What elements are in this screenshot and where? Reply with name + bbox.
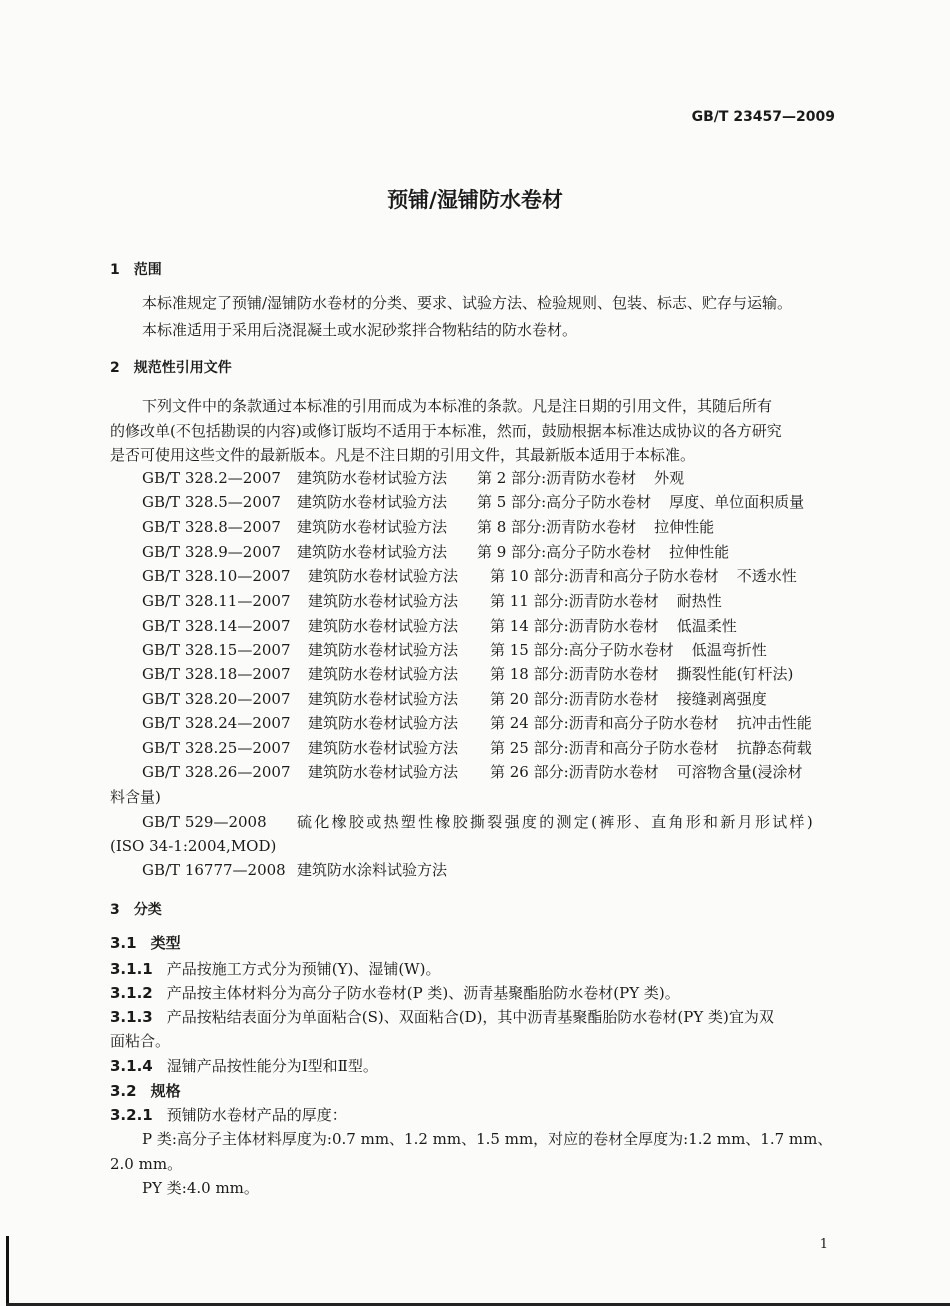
reference-item bbox=[142, 689, 767, 709]
reference-code: GB/T 328.14—2007 bbox=[142, 617, 291, 635]
paragraph-line: 的修改单(不包括勘误的内容)或修订版均不适用于本标准，然而，鼓励根据本标准达成协议的各方研究 bbox=[110, 422, 782, 440]
reference-title: 建筑防水卷材试验方法 bbox=[297, 469, 448, 487]
reference-code: GB/T 328.5—2007 bbox=[142, 493, 281, 511]
reference-title: 建筑防水卷材试验方法 bbox=[297, 543, 448, 561]
reference-subject: 低温弯折性 bbox=[691, 641, 767, 659]
paragraph: 本标准适用于采用后浇混凝土或水泥砂浆拌合物粘结的防水卷材。 bbox=[142, 321, 578, 339]
reference-title: 建筑防水卷材试验方法 bbox=[297, 518, 448, 536]
clause-3-2-1: 3.2.1 预铺防水卷材产品的厚度： bbox=[110, 1106, 347, 1124]
reference-part: 第 24 部分:沥青和高分子防水卷材 bbox=[490, 714, 719, 732]
reference-title: 建筑防水卷材试验方法 bbox=[297, 493, 448, 511]
reference-title: 建筑防水卷材试验方法 bbox=[308, 641, 459, 659]
reference-item bbox=[142, 566, 797, 586]
reference-title: 建筑防水卷材试验方法 bbox=[308, 714, 459, 732]
reference-part: 第 10 部分:沥青和高分子防水卷材 bbox=[490, 567, 719, 585]
reference-code: GB/T 328.20—2007 bbox=[142, 690, 291, 708]
reference-subject: 低温柔性 bbox=[676, 617, 737, 635]
paragraph-line: 下列文件中的条款通过本标准的引用而成为本标准的条款。凡是注日期的引用文件，其随后所有 bbox=[142, 397, 773, 415]
scan-edge-line bbox=[6, 1236, 9, 1306]
reference-item bbox=[142, 616, 737, 636]
reference-part: 第 8 部分:沥青防水卷材 bbox=[477, 518, 637, 536]
reference-item bbox=[142, 517, 714, 537]
reference-code: GB/T 328.25—2007 bbox=[142, 739, 291, 757]
section-3-heading: 3 分类 bbox=[110, 902, 162, 918]
reference-subject: 耐热性 bbox=[676, 592, 722, 610]
page-title: 预铺/湿铺防水卷材 bbox=[387, 188, 563, 212]
reference-code: GB/T 328.18—2007 bbox=[142, 665, 291, 683]
reference-part: 第 25 部分:沥青和高分子防水卷材 bbox=[490, 739, 719, 757]
p-class-spec: P 类:高分子主体材料厚度为:0.7 mm、1.2 mm、1.5 mm，对应的卷材全厚度为:1.2 mm、1.7 mm、 bbox=[142, 1130, 833, 1148]
section-3-2-heading: 3.2 规格 bbox=[110, 1082, 181, 1100]
reference-item bbox=[142, 713, 812, 733]
reference-code: GB/T 328.10—2007 bbox=[142, 567, 291, 585]
reference-part: 第 14 部分:沥青防水卷材 bbox=[490, 617, 659, 635]
section-3-1-heading: 3.1 类型 bbox=[110, 934, 181, 952]
reference-subject: 撕裂性能(钉杆法) bbox=[676, 665, 794, 683]
reference-code: GB/T 328.9—2007 bbox=[142, 543, 281, 561]
reference-subject: 外观 bbox=[654, 469, 685, 487]
reference-item bbox=[142, 492, 804, 512]
reference-code: GB/T 328.26—2007 bbox=[142, 763, 291, 781]
paragraph: 本标准规定了预铺/湿铺防水卷材的分类、要求、试验方法、检验规则、包装、标志、贮存与运输。 bbox=[142, 294, 793, 312]
reference-subject: 可溶物含量(浸涂材 bbox=[676, 763, 803, 781]
reference-code: GB/T 328.11—2007 bbox=[142, 592, 291, 610]
reference-title: 建筑防水卷材试验方法 bbox=[308, 763, 459, 781]
reference-part: 第 5 部分:高分子防水卷材 bbox=[477, 493, 652, 511]
reference-part: 第 2 部分:沥青防水卷材 bbox=[477, 469, 637, 487]
reference-code: GB/T 328.8—2007 bbox=[142, 518, 281, 536]
page-number: 1 bbox=[819, 1237, 828, 1252]
py-class-spec: PY 类:4.0 mm。 bbox=[142, 1179, 259, 1197]
reference-title: 建筑防水卷材试验方法 bbox=[308, 665, 459, 683]
reference-item bbox=[142, 542, 729, 562]
clause-3-1-3: 3.1.3 产品按粘结表面分为单面粘合(S)、双面粘合(D)，其中沥青基聚酯胎防水卷材(PY 类)宜为双 bbox=[110, 1008, 774, 1026]
reference-part: 第 18 部分:沥青防水卷材 bbox=[490, 665, 659, 683]
reference-continuation: 料含量) bbox=[110, 788, 161, 806]
reference-item bbox=[142, 468, 684, 488]
reference-part: 第 26 部分:沥青防水卷材 bbox=[490, 763, 659, 781]
paragraph-line: 是否可使用这些文件的最新版本。凡是不注日期的引用文件，其最新版本适用于本标准。 bbox=[110, 446, 696, 464]
p-class-spec-continuation: 2.0 mm。 bbox=[110, 1155, 183, 1173]
reference-code: GB/T 328.2—2007 bbox=[142, 469, 281, 487]
reference-item bbox=[142, 591, 722, 611]
reference-subject: 接缝剥离强度 bbox=[676, 690, 767, 708]
reference-part: 第 9 部分:高分子防水卷材 bbox=[477, 543, 652, 561]
reference-title: 建筑防水卷材试验方法 bbox=[308, 567, 459, 585]
reference-item bbox=[142, 762, 803, 782]
reference-part: 第 20 部分:沥青防水卷材 bbox=[490, 690, 659, 708]
reference-item bbox=[142, 738, 812, 758]
reference-item bbox=[142, 664, 793, 684]
reference-subject: 厚度、单位面积质量 bbox=[669, 493, 805, 511]
reference-part: 第 15 部分:高分子防水卷材 bbox=[490, 641, 674, 659]
reference-item: GB/T 16777—2008 建筑防水涂料试验方法 bbox=[142, 861, 448, 879]
reference-code: GB/T 328.24—2007 bbox=[142, 714, 291, 732]
standard-number: GB/T 23457—2009 bbox=[691, 109, 835, 125]
reference-code: GB/T 328.15—2007 bbox=[142, 641, 291, 659]
reference-subject: 抗静态荷载 bbox=[736, 739, 812, 757]
reference-title: 建筑防水卷材试验方法 bbox=[308, 617, 459, 635]
reference-continuation: (ISO 34-1:2004,MOD) bbox=[110, 837, 277, 855]
reference-subject: 拉伸性能 bbox=[654, 518, 715, 536]
clause-3-1-1: 3.1.1 产品按施工方式分为预铺(Y)、湿铺(W)。 bbox=[110, 960, 441, 978]
reference-title: 建筑防水卷材试验方法 bbox=[308, 592, 459, 610]
reference-title: 建筑防水卷材试验方法 bbox=[308, 690, 459, 708]
section-1-heading: 1 范围 bbox=[110, 262, 162, 278]
reference-subject: 不透水性 bbox=[736, 567, 797, 585]
reference-part: 第 11 部分:沥青防水卷材 bbox=[490, 592, 659, 610]
reference-item bbox=[142, 640, 767, 660]
reference-subject: 抗冲击性能 bbox=[736, 714, 812, 732]
section-2-heading: 2 规范性引用文件 bbox=[110, 360, 232, 376]
reference-item: GB/T 529—2008 硫化橡胶或热塑性橡胶撕裂强度的测定(裤形、直角形和新月形试样) bbox=[142, 813, 816, 831]
clause-3-1-2: 3.1.2 产品按主体材料分为高分子防水卷材(P 类)、沥青基聚酯胎防水卷材(PY 类)。 bbox=[110, 984, 680, 1002]
clause-continuation: 面粘合。 bbox=[110, 1032, 171, 1050]
reference-subject: 拉伸性能 bbox=[669, 543, 730, 561]
clause-3-1-4: 3.1.4 湿铺产品按性能分为Ⅰ型和Ⅱ型。 bbox=[110, 1057, 378, 1075]
reference-title: 建筑防水卷材试验方法 bbox=[308, 739, 459, 757]
